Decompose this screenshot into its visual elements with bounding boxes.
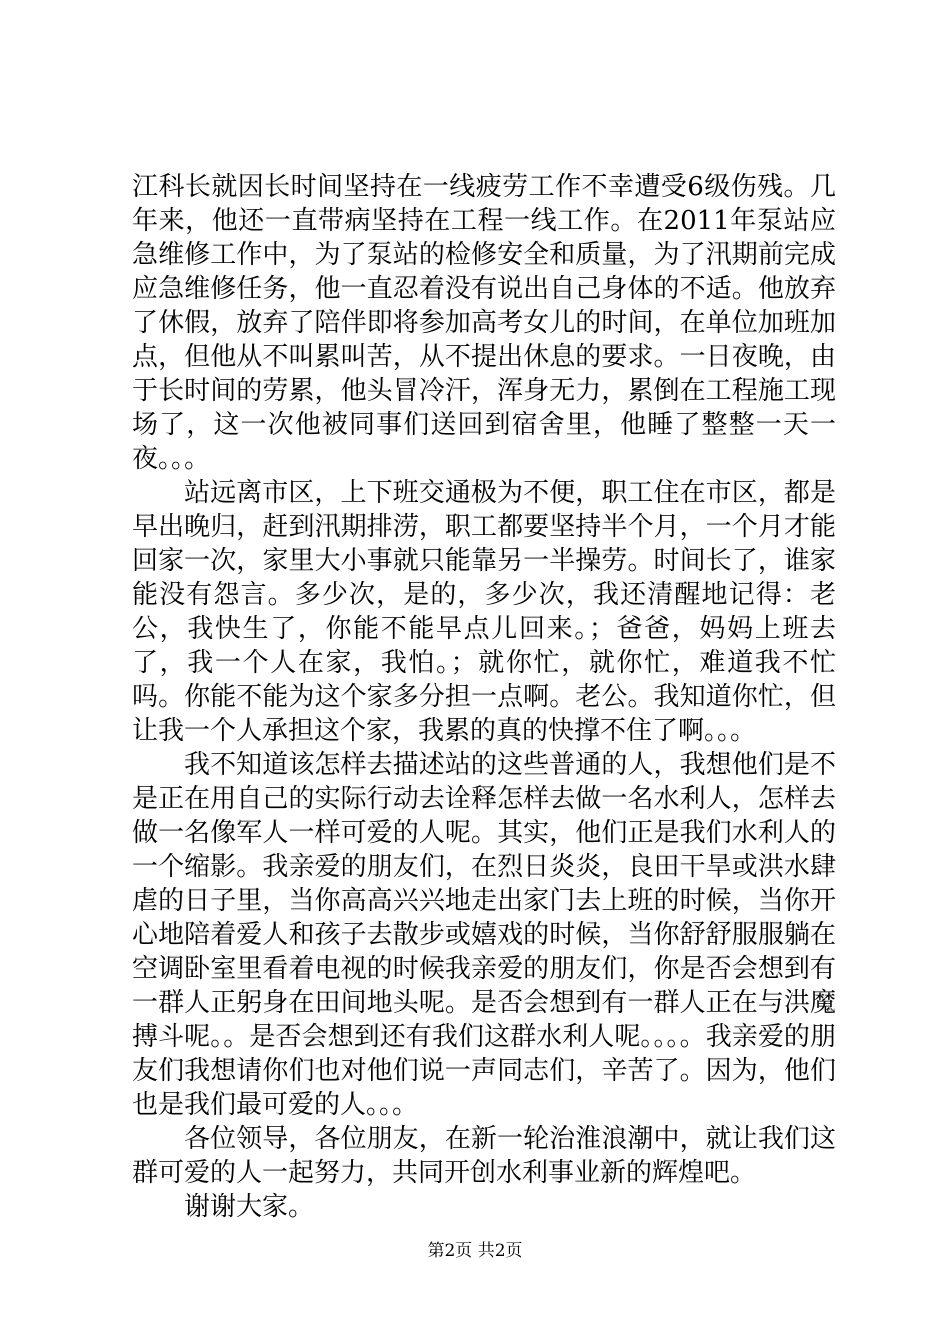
page-footer: 第2页 共2页 (427, 1241, 523, 1261)
paragraph-2: 站远离市区，上下班交通极为不便，职工住在市区，都是早出晚归，赶到汛期排涝，职工都要坚持半个月，一个月才能回家一次，家里大小事就只能靠另一半操劳。时间长了，谁家能没有怨言。多少次，是的，多少次，我还清醒地记得：老公，我快生了，你能不能早点儿回来。；爸爸，妈妈上班去了，我一个人在家，我怕。；就你忙，就你忙，难道我不忙吗。你能不能为这个家多分担一点啊。老公。我知道你忙，但让我一个人承担这个家，我累的真的快撑不住了啊。。。 (132, 478, 836, 746)
paragraph-5: 谢谢大家。 (184, 1192, 315, 1222)
paragraph-3: 我不知道该怎样去描述站的这些普通的人，我想他们是不是正在用自己的实际行动去诠释怎样去做一名水利人，怎样去做一名像军人一样可爱的人呢。其实，他们正是我们水利人的一个缩影。我亲爱的朋友们，在烈日炎炎，良田干旱或洪水肆虐的日子里，当你高高兴兴地走出家门去上班的时候，当你开心地陪着爱人和孩子去散步或嬉戏的时候，当你舒舒服服躺在空调卧室里看着电视的时候我亲爱的朋友们，你是否会想到有一群人正躬身在田间地头呢。是否会想到有一群人正在与洪魔搏斗呢。。是否会想到还有我们这群水利人呢。。。。我亲爱的朋友们我想请你们也对他们说一声同志们，辛苦了。因为，他们也是我们最可爱的人。。。 (132, 750, 836, 1120)
document-body (132, 170, 836, 1224)
paragraph-1: 江科长就因长时间坚持在一线疲劳工作不幸遭受6级伤残。几年来，他还一直带病坚持在工程一线工作。在2011年泵站应急维修工作中，为了泵站的检修安全和质量，为了汛期前完成应急维修任务，他一直忍着没有说出自己身体的不适。他放弃了休假，放弃了陪伴即将参加高考女儿的时间，在单位加班加点，但他从不叫累叫苦，从不提出休息的要求。一日夜晚，由于长时间的劳累，他头冒冷汗，浑身无力，累倒在工程施工现场了，这一次他被同事们送回到宿舍里，他睡了整整一天一夜。。。 (132, 172, 836, 474)
paragraph-4: 各位领导，各位朋友，在新一轮治淮浪潮中，就让我们这群可爱的人一起努力，共同开创水利事业新的辉煌吧。 (132, 1124, 836, 1188)
